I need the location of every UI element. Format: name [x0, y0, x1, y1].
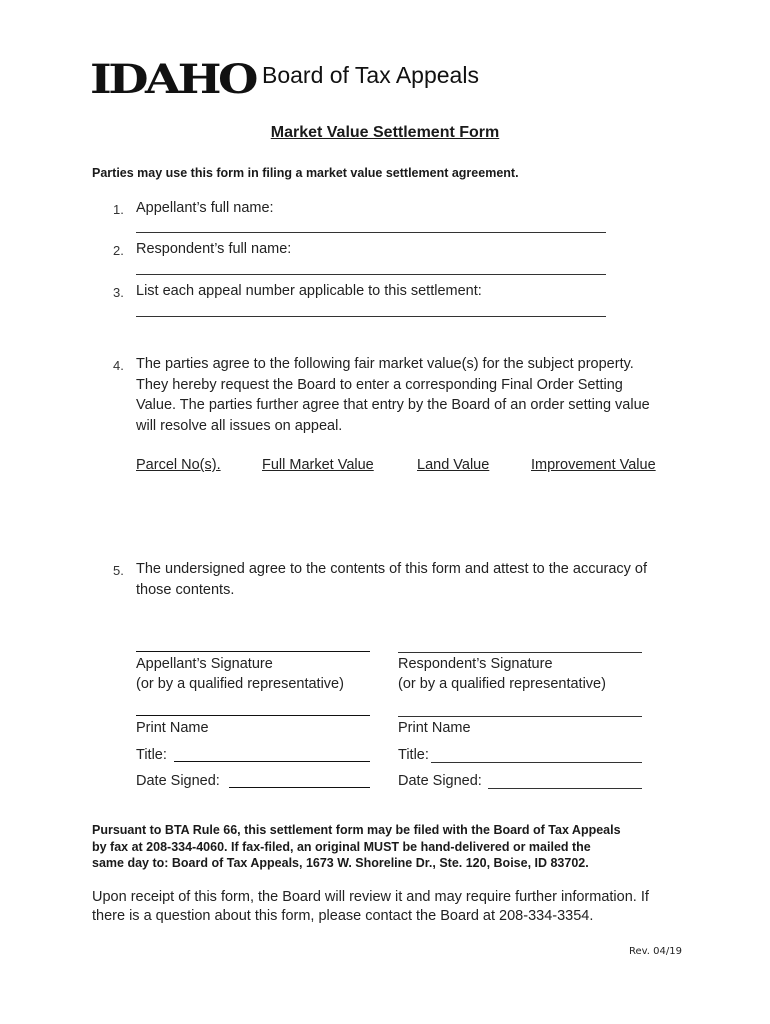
filing-notice: [92, 822, 692, 872]
appellant-title-label: Title:: [136, 747, 167, 763]
respondent-date-field[interactable]: [488, 788, 642, 789]
item-4-text: [136, 354, 696, 436]
item-1-number: 1.: [113, 202, 124, 217]
respondent-signature-line[interactable]: [398, 652, 642, 653]
item-4-line: Value. The parties further agree that entry by the Board of an order setting value: [136, 397, 650, 413]
notice-line: by fax at 208-334-4060. If fax-filed, an original MUST be hand-delivered or mailed the: [92, 839, 591, 854]
idaho-logo: [90, 56, 258, 100]
logo-text: IDAHO: [90, 56, 258, 100]
receipt-line: Upon receipt of this form, the Board will review it and may require further information. If: [92, 889, 649, 905]
item-5-line: those contents.: [136, 581, 235, 598]
item-4-line: will resolve all issues on appeal.: [136, 417, 343, 434]
appellant-representative-label: (or by a qualified representative): [136, 676, 344, 692]
item-4-line: The parties agree to the following fair market value(s) for the subject property.: [136, 356, 634, 372]
appellant-name-field[interactable]: [136, 232, 606, 233]
appellant-print-name-line[interactable]: [136, 715, 370, 716]
intro-text: Parties may use this form in filing a market value settlement agreement.: [92, 166, 519, 180]
item-3-number: 3.: [113, 285, 124, 300]
respondent-signature-label: Respondent’s Signature: [398, 656, 553, 672]
item-2-number: 2.: [113, 243, 124, 258]
item-5-text: [136, 559, 696, 600]
appellant-name-label: Appellant’s full name:: [136, 200, 274, 216]
item-5-line: The undersigned agree to the contents of this form and attest to the accuracy of: [136, 561, 648, 577]
receipt-paragraph: [92, 888, 712, 926]
appellant-title-field[interactable]: [174, 761, 370, 762]
appellant-date-field[interactable]: [229, 787, 370, 788]
column-parcel: Parcel No(s).: [136, 457, 221, 473]
column-land-value: Land Value: [417, 457, 490, 473]
column-full-market-value: Full Market Value: [262, 457, 374, 473]
notice-line: Pursuant to BTA Rule 66, this settlement form may be filed with the Board of Tax Appeals: [92, 823, 621, 837]
appeal-number-field[interactable]: [136, 316, 606, 317]
respondent-print-name-line[interactable]: [398, 716, 642, 717]
respondent-print-name-label: Print Name: [398, 720, 471, 736]
appellant-print-name-label: Print Name: [136, 720, 209, 736]
respondent-name-field[interactable]: [136, 274, 606, 275]
respondent-date-label: Date Signed:: [398, 773, 482, 789]
item-4-number: 4.: [113, 358, 124, 373]
appellant-date-label: Date Signed:: [136, 773, 220, 789]
appellant-signature-line[interactable]: [136, 651, 370, 652]
respondent-representative-label: (or by a qualified representative): [398, 676, 606, 692]
column-improvement-value: Improvement Value: [531, 457, 656, 473]
appellant-signature-label: Appellant’s Signature: [136, 656, 273, 672]
respondent-title-label: Title:: [398, 747, 429, 763]
respondent-name-label: Respondent’s full name:: [136, 241, 292, 257]
revision-label: Rev. 04/19: [629, 946, 682, 957]
organization-name: Board of Tax Appeals: [262, 62, 479, 88]
appeal-number-label: List each appeal number applicable to this settlement:: [136, 283, 482, 299]
form-title: Market Value Settlement Form: [270, 124, 500, 141]
notice-line: same day to: Board of Tax Appeals, 1673 W. Shoreline Dr., Ste. 120, Boise, ID 83702.: [92, 856, 589, 870]
item-5-number: 5.: [113, 563, 124, 578]
receipt-line: there is a question about this form, please contact the Board at 208-334-3354.: [92, 908, 594, 924]
respondent-title-field[interactable]: [431, 762, 642, 763]
item-4-line: They hereby request the Board to enter a corresponding Final Order Setting: [136, 376, 623, 393]
